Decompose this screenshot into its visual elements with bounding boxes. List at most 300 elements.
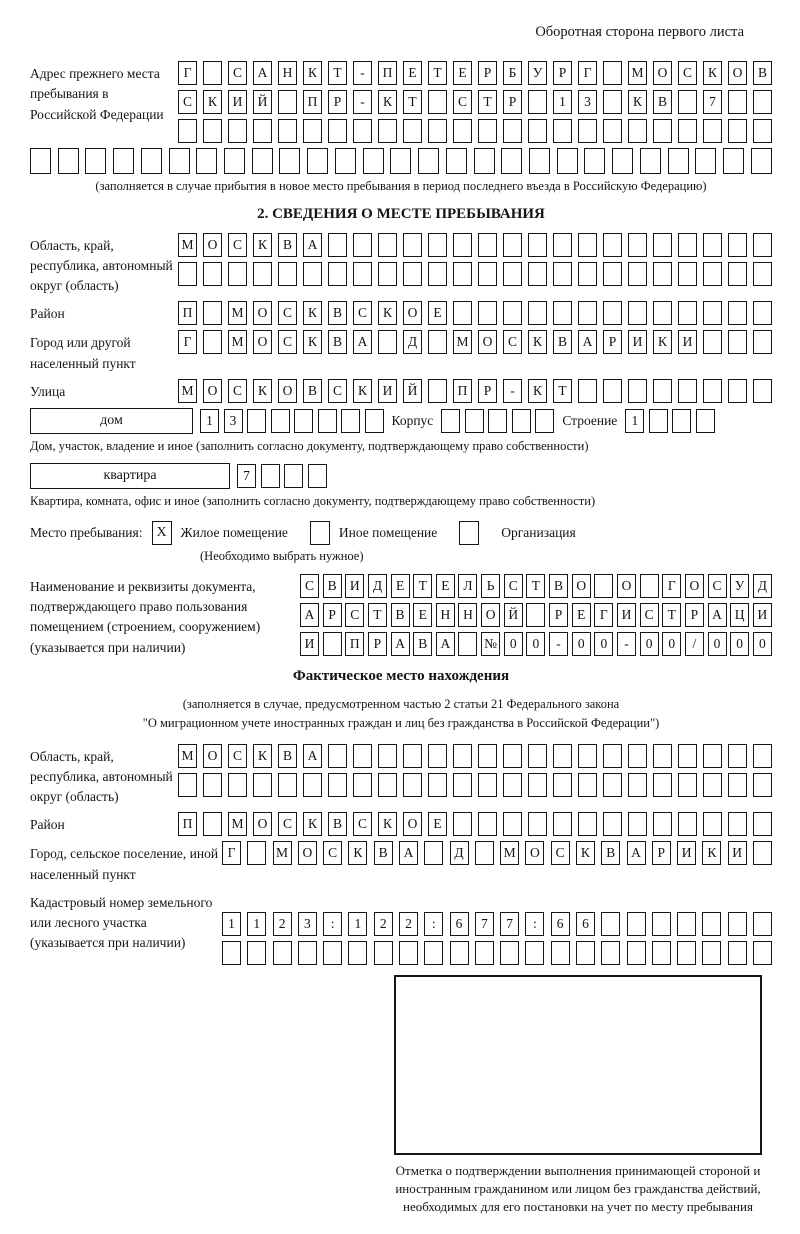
- char-cell[interactable]: Д: [450, 841, 469, 865]
- char-cell[interactable]: 2: [399, 912, 418, 936]
- char-cell[interactable]: [753, 773, 772, 797]
- char-cell[interactable]: И: [300, 632, 319, 656]
- char-cell[interactable]: Й: [504, 603, 523, 627]
- char-cell[interactable]: К: [378, 90, 397, 114]
- char-cell[interactable]: О: [253, 301, 272, 325]
- char-cell[interactable]: [141, 148, 162, 174]
- char-cell[interactable]: К: [378, 812, 397, 836]
- char-cell[interactable]: Д: [368, 574, 387, 598]
- char-cell[interactable]: О: [572, 574, 591, 598]
- char-cell[interactable]: [753, 119, 772, 143]
- char-cell[interactable]: [677, 912, 696, 936]
- char-cell[interactable]: А: [391, 632, 410, 656]
- char-cell[interactable]: [678, 262, 697, 286]
- char-cell[interactable]: [307, 148, 328, 174]
- char-cell[interactable]: К: [253, 379, 272, 403]
- char-cell[interactable]: О: [253, 330, 272, 354]
- char-cell[interactable]: 1: [222, 912, 241, 936]
- char-cell[interactable]: [428, 379, 447, 403]
- char-cell[interactable]: [728, 912, 747, 936]
- char-cell[interactable]: [728, 744, 747, 768]
- char-cell[interactable]: В: [328, 301, 347, 325]
- char-cell[interactable]: [278, 90, 297, 114]
- char-cell[interactable]: И: [345, 574, 364, 598]
- char-cell[interactable]: [695, 148, 716, 174]
- char-cell[interactable]: [553, 119, 572, 143]
- char-cell[interactable]: О: [278, 379, 297, 403]
- char-cell[interactable]: 6: [551, 912, 570, 936]
- char-cell[interactable]: [203, 61, 222, 85]
- char-cell[interactable]: [578, 301, 597, 325]
- char-cell[interactable]: [428, 233, 447, 257]
- char-cell[interactable]: П: [453, 379, 472, 403]
- char-cell[interactable]: [453, 812, 472, 836]
- char-cell[interactable]: [424, 941, 443, 965]
- char-cell[interactable]: [478, 262, 497, 286]
- char-cell[interactable]: [652, 912, 671, 936]
- char-cell[interactable]: [678, 744, 697, 768]
- char-cell[interactable]: [228, 119, 247, 143]
- char-cell[interactable]: [528, 119, 547, 143]
- char-cell[interactable]: С: [453, 90, 472, 114]
- char-cell[interactable]: [203, 262, 222, 286]
- char-cell[interactable]: [222, 941, 241, 965]
- char-cell[interactable]: 0: [640, 632, 659, 656]
- char-cell[interactable]: [703, 119, 722, 143]
- char-cell[interactable]: [678, 379, 697, 403]
- char-cell[interactable]: Ь: [481, 574, 500, 598]
- char-cell[interactable]: [678, 90, 697, 114]
- char-cell[interactable]: [294, 409, 313, 433]
- char-cell[interactable]: [374, 941, 393, 965]
- char-cell[interactable]: [653, 119, 672, 143]
- char-cell[interactable]: Н: [436, 603, 455, 627]
- char-cell[interactable]: [378, 330, 397, 354]
- char-cell[interactable]: 1: [553, 90, 572, 114]
- char-cell[interactable]: [378, 233, 397, 257]
- char-cell[interactable]: Е: [391, 574, 410, 598]
- char-cell[interactable]: [753, 90, 772, 114]
- char-cell[interactable]: [640, 148, 661, 174]
- char-cell[interactable]: [353, 262, 372, 286]
- char-cell[interactable]: Т: [413, 574, 432, 598]
- char-cell[interactable]: М: [178, 233, 197, 257]
- char-cell[interactable]: [528, 773, 547, 797]
- char-cell[interactable]: [557, 148, 578, 174]
- char-cell[interactable]: Р: [553, 61, 572, 85]
- char-cell[interactable]: Е: [403, 61, 422, 85]
- char-cell[interactable]: [453, 744, 472, 768]
- char-cell[interactable]: К: [253, 233, 272, 257]
- char-cell[interactable]: [578, 812, 597, 836]
- char-cell[interactable]: Р: [368, 632, 387, 656]
- char-cell[interactable]: [728, 233, 747, 257]
- char-cell[interactable]: Н: [278, 61, 297, 85]
- char-cell[interactable]: К: [703, 61, 722, 85]
- char-cell[interactable]: [603, 262, 622, 286]
- char-cell[interactable]: [576, 941, 595, 965]
- char-cell[interactable]: К: [628, 90, 647, 114]
- char-cell[interactable]: И: [228, 90, 247, 114]
- char-cell[interactable]: [526, 603, 545, 627]
- char-cell[interactable]: [428, 773, 447, 797]
- char-cell[interactable]: Р: [323, 603, 342, 627]
- char-cell[interactable]: К: [353, 379, 372, 403]
- char-cell[interactable]: [503, 233, 522, 257]
- char-cell[interactable]: 0: [662, 632, 681, 656]
- char-cell[interactable]: 3: [224, 409, 243, 433]
- char-cell[interactable]: М: [628, 61, 647, 85]
- char-cell[interactable]: [328, 262, 347, 286]
- char-cell[interactable]: Ц: [730, 603, 749, 627]
- char-cell[interactable]: [365, 409, 384, 433]
- char-cell[interactable]: [247, 841, 266, 865]
- char-cell[interactable]: С: [503, 330, 522, 354]
- char-cell[interactable]: 6: [450, 912, 469, 936]
- char-cell[interactable]: И: [677, 841, 696, 865]
- char-cell[interactable]: [178, 262, 197, 286]
- char-cell[interactable]: [728, 90, 747, 114]
- char-cell[interactable]: [441, 409, 460, 433]
- char-cell[interactable]: Л: [458, 574, 477, 598]
- char-cell[interactable]: [403, 744, 422, 768]
- char-cell[interactable]: [551, 941, 570, 965]
- char-cell[interactable]: С: [640, 603, 659, 627]
- char-cell[interactable]: Р: [685, 603, 704, 627]
- char-cell[interactable]: [628, 744, 647, 768]
- char-cell[interactable]: [753, 744, 772, 768]
- char-cell[interactable]: С: [678, 61, 697, 85]
- char-cell[interactable]: П: [178, 812, 197, 836]
- char-cell[interactable]: [702, 912, 721, 936]
- char-cell[interactable]: [640, 574, 659, 598]
- char-cell[interactable]: И: [678, 330, 697, 354]
- char-cell[interactable]: [203, 330, 222, 354]
- char-cell[interactable]: [178, 119, 197, 143]
- char-cell[interactable]: С: [228, 233, 247, 257]
- char-cell[interactable]: О: [653, 61, 672, 85]
- char-cell[interactable]: Г: [662, 574, 681, 598]
- char-cell[interactable]: [603, 233, 622, 257]
- char-cell[interactable]: [501, 148, 522, 174]
- char-cell[interactable]: [627, 941, 646, 965]
- char-cell[interactable]: -: [549, 632, 568, 656]
- checkbox-organization[interactable]: [459, 521, 479, 545]
- char-cell[interactable]: У: [528, 61, 547, 85]
- char-cell[interactable]: О: [298, 841, 317, 865]
- char-cell[interactable]: [678, 301, 697, 325]
- char-cell[interactable]: О: [203, 379, 222, 403]
- char-cell[interactable]: М: [228, 330, 247, 354]
- char-cell[interactable]: К: [653, 330, 672, 354]
- char-cell[interactable]: 7: [237, 464, 256, 488]
- char-cell[interactable]: 6: [576, 912, 595, 936]
- char-cell[interactable]: И: [753, 603, 772, 627]
- char-cell[interactable]: [453, 262, 472, 286]
- char-cell[interactable]: М: [500, 841, 519, 865]
- char-cell[interactable]: С: [278, 330, 297, 354]
- char-cell[interactable]: [628, 301, 647, 325]
- char-cell[interactable]: [578, 233, 597, 257]
- char-cell[interactable]: [113, 148, 134, 174]
- char-cell[interactable]: Р: [328, 90, 347, 114]
- char-cell[interactable]: [378, 262, 397, 286]
- char-cell[interactable]: [603, 301, 622, 325]
- char-cell[interactable]: [578, 119, 597, 143]
- char-cell[interactable]: [403, 119, 422, 143]
- char-cell[interactable]: [363, 148, 384, 174]
- char-cell[interactable]: [399, 941, 418, 965]
- char-cell[interactable]: Е: [453, 61, 472, 85]
- char-cell[interactable]: [453, 301, 472, 325]
- char-cell[interactable]: [628, 119, 647, 143]
- char-cell[interactable]: [653, 744, 672, 768]
- char-cell[interactable]: [678, 233, 697, 257]
- char-cell[interactable]: Р: [478, 61, 497, 85]
- char-cell[interactable]: П: [378, 61, 397, 85]
- char-cell[interactable]: 0: [572, 632, 591, 656]
- char-cell[interactable]: [261, 464, 280, 488]
- char-cell[interactable]: [728, 773, 747, 797]
- char-cell[interactable]: [378, 744, 397, 768]
- char-cell[interactable]: [30, 148, 51, 174]
- char-cell[interactable]: [652, 941, 671, 965]
- char-cell[interactable]: [528, 90, 547, 114]
- char-cell[interactable]: С: [178, 90, 197, 114]
- char-cell[interactable]: [528, 812, 547, 836]
- char-cell[interactable]: О: [203, 744, 222, 768]
- char-cell[interactable]: [428, 330, 447, 354]
- char-cell[interactable]: [203, 812, 222, 836]
- char-cell[interactable]: Е: [428, 301, 447, 325]
- char-cell[interactable]: [753, 301, 772, 325]
- char-cell[interactable]: [341, 409, 360, 433]
- char-cell[interactable]: [478, 119, 497, 143]
- char-cell[interactable]: [418, 148, 439, 174]
- char-cell[interactable]: К: [203, 90, 222, 114]
- char-cell[interactable]: [253, 119, 272, 143]
- char-cell[interactable]: [271, 409, 290, 433]
- char-cell[interactable]: С: [328, 379, 347, 403]
- char-cell[interactable]: [196, 148, 217, 174]
- char-cell[interactable]: [378, 119, 397, 143]
- char-cell[interactable]: Е: [428, 812, 447, 836]
- char-cell[interactable]: О: [253, 812, 272, 836]
- char-cell[interactable]: :: [424, 912, 443, 936]
- char-cell[interactable]: [503, 812, 522, 836]
- checkbox-residential[interactable]: X: [152, 521, 172, 545]
- char-cell[interactable]: [328, 233, 347, 257]
- char-cell[interactable]: [453, 233, 472, 257]
- char-cell[interactable]: 1: [247, 912, 266, 936]
- char-cell[interactable]: Й: [403, 379, 422, 403]
- char-cell[interactable]: Т: [368, 603, 387, 627]
- char-cell[interactable]: Т: [662, 603, 681, 627]
- char-cell[interactable]: [535, 409, 554, 433]
- char-cell[interactable]: [753, 262, 772, 286]
- char-cell[interactable]: И: [628, 330, 647, 354]
- char-cell[interactable]: А: [300, 603, 319, 627]
- char-cell[interactable]: [308, 464, 327, 488]
- char-cell[interactable]: В: [653, 90, 672, 114]
- char-cell[interactable]: [228, 773, 247, 797]
- char-cell[interactable]: [323, 941, 342, 965]
- char-cell[interactable]: [247, 409, 266, 433]
- char-cell[interactable]: [728, 119, 747, 143]
- char-cell[interactable]: [203, 773, 222, 797]
- char-cell[interactable]: [328, 744, 347, 768]
- char-cell[interactable]: [353, 119, 372, 143]
- char-cell[interactable]: О: [478, 330, 497, 354]
- char-cell[interactable]: Н: [458, 603, 477, 627]
- char-cell[interactable]: В: [391, 603, 410, 627]
- char-cell[interactable]: В: [278, 233, 297, 257]
- char-cell[interactable]: [503, 773, 522, 797]
- char-cell[interactable]: П: [178, 301, 197, 325]
- char-cell[interactable]: [628, 812, 647, 836]
- char-cell[interactable]: [728, 812, 747, 836]
- char-cell[interactable]: Р: [478, 379, 497, 403]
- char-cell[interactable]: [303, 119, 322, 143]
- char-cell[interactable]: 3: [578, 90, 597, 114]
- char-cell[interactable]: К: [303, 301, 322, 325]
- char-cell[interactable]: :: [525, 912, 544, 936]
- char-cell[interactable]: 7: [703, 90, 722, 114]
- char-cell[interactable]: [525, 941, 544, 965]
- char-cell[interactable]: [203, 301, 222, 325]
- char-cell[interactable]: [478, 773, 497, 797]
- char-cell[interactable]: В: [323, 574, 342, 598]
- char-cell[interactable]: [446, 148, 467, 174]
- char-cell[interactable]: С: [278, 301, 297, 325]
- char-cell[interactable]: [728, 301, 747, 325]
- char-cell[interactable]: [627, 912, 646, 936]
- char-cell[interactable]: [678, 812, 697, 836]
- char-cell[interactable]: 1: [625, 409, 644, 433]
- char-cell[interactable]: С: [228, 379, 247, 403]
- char-cell[interactable]: [528, 233, 547, 257]
- char-cell[interactable]: К: [576, 841, 595, 865]
- char-cell[interactable]: С: [278, 812, 297, 836]
- char-cell[interactable]: -: [503, 379, 522, 403]
- char-cell[interactable]: [672, 409, 691, 433]
- char-cell[interactable]: [753, 330, 772, 354]
- char-cell[interactable]: С: [551, 841, 570, 865]
- char-cell[interactable]: [603, 90, 622, 114]
- char-cell[interactable]: [85, 148, 106, 174]
- checkbox-other-premises[interactable]: [310, 521, 330, 545]
- char-cell[interactable]: [512, 409, 531, 433]
- char-cell[interactable]: В: [601, 841, 620, 865]
- char-cell[interactable]: [478, 744, 497, 768]
- char-cell[interactable]: 0: [594, 632, 613, 656]
- char-cell[interactable]: [703, 233, 722, 257]
- char-cell[interactable]: [303, 773, 322, 797]
- char-cell[interactable]: 1: [348, 912, 367, 936]
- char-cell[interactable]: Т: [478, 90, 497, 114]
- char-cell[interactable]: [273, 941, 292, 965]
- char-cell[interactable]: А: [303, 233, 322, 257]
- char-cell[interactable]: Б: [503, 61, 522, 85]
- char-cell[interactable]: [753, 941, 772, 965]
- char-cell[interactable]: 0: [730, 632, 749, 656]
- char-cell[interactable]: П: [345, 632, 364, 656]
- char-cell[interactable]: [601, 941, 620, 965]
- char-cell[interactable]: [677, 941, 696, 965]
- char-cell[interactable]: [678, 773, 697, 797]
- char-cell[interactable]: [403, 233, 422, 257]
- char-cell[interactable]: 7: [475, 912, 494, 936]
- char-cell[interactable]: [578, 744, 597, 768]
- char-cell[interactable]: [478, 812, 497, 836]
- char-cell[interactable]: Р: [652, 841, 671, 865]
- char-cell[interactable]: Д: [753, 574, 772, 598]
- char-cell[interactable]: К: [253, 744, 272, 768]
- char-cell[interactable]: О: [728, 61, 747, 85]
- char-cell[interactable]: [578, 773, 597, 797]
- char-cell[interactable]: [378, 773, 397, 797]
- char-cell[interactable]: [503, 119, 522, 143]
- char-cell[interactable]: [553, 233, 572, 257]
- char-cell[interactable]: Г: [178, 61, 197, 85]
- char-cell[interactable]: Е: [436, 574, 455, 598]
- char-cell[interactable]: К: [303, 61, 322, 85]
- char-cell[interactable]: М: [228, 812, 247, 836]
- char-cell[interactable]: К: [528, 330, 547, 354]
- char-cell[interactable]: А: [303, 744, 322, 768]
- char-cell[interactable]: 0: [708, 632, 727, 656]
- char-cell[interactable]: [503, 301, 522, 325]
- char-cell[interactable]: Й: [253, 90, 272, 114]
- char-cell[interactable]: В: [328, 330, 347, 354]
- char-cell[interactable]: [703, 773, 722, 797]
- char-cell[interactable]: О: [685, 574, 704, 598]
- char-cell[interactable]: [474, 148, 495, 174]
- char-cell[interactable]: [169, 148, 190, 174]
- char-cell[interactable]: [475, 941, 494, 965]
- char-cell[interactable]: [753, 379, 772, 403]
- char-cell[interactable]: А: [627, 841, 646, 865]
- char-cell[interactable]: [594, 574, 613, 598]
- char-cell[interactable]: [428, 744, 447, 768]
- char-cell[interactable]: [728, 379, 747, 403]
- char-cell[interactable]: В: [549, 574, 568, 598]
- char-cell[interactable]: №: [481, 632, 500, 656]
- char-cell[interactable]: [703, 262, 722, 286]
- char-cell[interactable]: 1: [200, 409, 219, 433]
- char-cell[interactable]: [247, 941, 266, 965]
- char-cell[interactable]: [278, 119, 297, 143]
- char-cell[interactable]: [353, 233, 372, 257]
- char-cell[interactable]: [584, 148, 605, 174]
- char-cell[interactable]: [335, 148, 356, 174]
- char-cell[interactable]: С: [345, 603, 364, 627]
- char-cell[interactable]: Т: [553, 379, 572, 403]
- char-cell[interactable]: А: [253, 61, 272, 85]
- char-cell[interactable]: [278, 262, 297, 286]
- char-cell[interactable]: А: [353, 330, 372, 354]
- char-cell[interactable]: Г: [578, 61, 597, 85]
- char-cell[interactable]: [703, 301, 722, 325]
- char-cell[interactable]: [503, 744, 522, 768]
- char-cell[interactable]: А: [436, 632, 455, 656]
- char-cell[interactable]: К: [702, 841, 721, 865]
- char-cell[interactable]: Г: [178, 330, 197, 354]
- char-cell[interactable]: А: [708, 603, 727, 627]
- char-cell[interactable]: И: [378, 379, 397, 403]
- char-cell[interactable]: О: [525, 841, 544, 865]
- char-cell[interactable]: В: [553, 330, 572, 354]
